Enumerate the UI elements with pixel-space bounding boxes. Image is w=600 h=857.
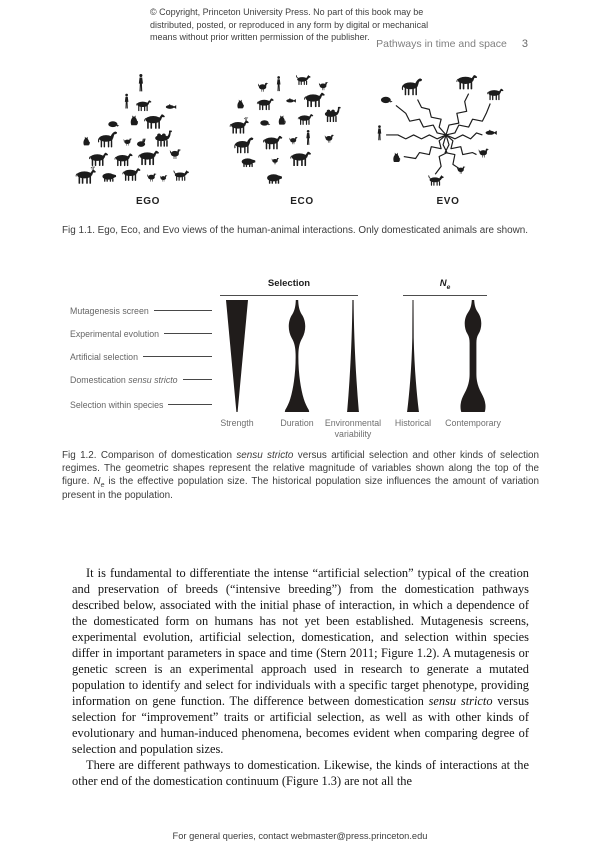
bison-icon [267, 174, 282, 183]
horse-icon [234, 137, 253, 153]
cat-icon [393, 153, 400, 162]
ne-group-header: $N_e$ [439, 278, 451, 291]
mouse-icon [381, 97, 393, 103]
selection-group-header: Selection [267, 278, 311, 289]
yak-icon [290, 152, 311, 166]
human-icon [378, 125, 382, 140]
rabbit-icon [137, 138, 146, 147]
reindeer-icon [230, 117, 249, 133]
goat-icon [136, 100, 151, 111]
human-icon [139, 74, 143, 91]
row-label-domestication [70, 374, 212, 385]
ego-group [73, 74, 223, 207]
eco-illustration [227, 74, 377, 186]
row-label-text: Experimental evolution [70, 328, 159, 339]
phylogeny-branches [386, 94, 490, 175]
chicken-icon [160, 175, 168, 181]
leader-line [143, 356, 212, 357]
hedgehog-icon [260, 120, 270, 125]
cow-icon [263, 136, 282, 149]
cow-icon [89, 153, 108, 166]
goose-icon [319, 82, 328, 90]
duck-icon [325, 135, 334, 143]
ferret-icon [83, 137, 89, 146]
violin-shape-environmental-variability [338, 300, 368, 413]
column-label-historical: Historical [394, 418, 432, 428]
figure-1-2-caption: Fig 1.2. Comparison of domestication sensu stricto versus artificial selection and other kinds of selection regimes. The geometric shapes represent the relative magnitude of variables shown along the top of the figure. $N_e$ is the effective population size. The historical population size influences the amount of variation present in the population. [62, 450, 540, 501]
pig-icon [102, 173, 116, 182]
dog-icon [174, 170, 189, 181]
column-label-strength: Strength [220, 418, 254, 428]
row-label-text: Domestication sensu stricto [70, 374, 178, 385]
buffalo-icon [144, 114, 165, 128]
ne-group-rule [403, 295, 487, 296]
donkey-icon [115, 154, 133, 167]
figure-1-2 [60, 276, 540, 441]
chicken-icon [289, 137, 298, 144]
turkey-icon [258, 83, 268, 92]
eco-group [227, 74, 377, 207]
leader-line [183, 379, 212, 380]
paragraph: There are different pathways to domestication. Likewise, the kinds of interactions at the other end of the domestication continuum (Figure 1.3) are not all the [72, 758, 529, 788]
column-label-environmental-variability: Environmental variability [324, 418, 382, 439]
horse-icon [98, 131, 117, 147]
violin-shape-strength [222, 300, 252, 413]
copyright-line: means without prior written permission of the publisher. [150, 32, 370, 42]
cow-icon [457, 75, 478, 89]
buffalo-icon [304, 93, 325, 107]
row-label-text: Mutagenesis screen [70, 305, 149, 316]
ego-illustration [73, 74, 223, 186]
camel-icon [325, 107, 341, 122]
goose-icon [147, 174, 156, 182]
ego-label: EGO [135, 196, 161, 207]
copyright-line: distributed, posted, or reproduced in any form by digital or mechanical [150, 19, 429, 30]
running-title: Pathways in time and space [376, 38, 507, 50]
row-label-selection-within-species [70, 399, 212, 410]
column-label-duration: Duration [280, 418, 314, 428]
fish-icon [486, 130, 497, 135]
leader-line [164, 333, 212, 334]
row-label-experimental-evolution [70, 328, 212, 339]
turkey-icon [170, 149, 181, 159]
row-label-text: Selection within species [70, 399, 164, 410]
leader-line [168, 404, 212, 405]
cat-icon [237, 100, 243, 109]
donkey-icon [257, 98, 274, 110]
human-icon [277, 76, 281, 91]
human-icon [125, 94, 129, 109]
human-icon [306, 130, 310, 145]
eco-label: ECO [290, 196, 314, 207]
row-label-mutagenesis-screen [70, 305, 212, 316]
selection-group-rule [220, 295, 358, 296]
column-label-contemporary: Contemporary [445, 418, 501, 428]
duck-icon [124, 138, 133, 145]
yak-icon [138, 151, 159, 165]
pig-icon [242, 158, 256, 167]
cat-icon [131, 115, 138, 125]
cat-icon [279, 115, 286, 124]
wolf-icon [428, 175, 443, 186]
row-label-artificial-selection [70, 351, 212, 362]
goat-icon [487, 89, 503, 100]
fish-icon [286, 98, 296, 103]
copyright-line: © Copyright, Princeton University Press. No part of this book may be [150, 7, 424, 17]
evo-group [373, 74, 523, 207]
fish-icon [166, 104, 176, 109]
hedgehog-icon [108, 121, 119, 127]
camel-icon [155, 130, 172, 146]
evo-illustration [373, 74, 523, 186]
boar-icon [122, 168, 140, 181]
dog-icon [296, 75, 311, 85]
horse-icon [402, 78, 422, 95]
figure-1-1-caption: Fig 1.1. Ego, Eco, and Evo views of the human-animal interactions. Only domesticated animals are shown. [62, 225, 529, 236]
reindeer-icon [76, 166, 96, 183]
violin-shape-duration [282, 300, 312, 413]
violin-shape-contemporary [458, 300, 488, 413]
violin-shape-historical [398, 300, 428, 413]
leader-line [154, 310, 212, 311]
bird-icon [272, 158, 280, 164]
page-number: 3 [521, 38, 528, 50]
paragraph: It is fundamental to differentiate the intense “artificial selection” typical of the creation and preservation of breeds (“intensive breeding”) from the domestication pathways described below, associated with the initial phase of interaction, in which a dependence of the domesticated form on humans has not yet been established. Mutagenesis screens, experimental evolution, artificial selection, domestication, and selection within species differ in important parameters in space and time (Stern 2011; Figure 1.2). A mutagenesis or genetic screen is an experimental approach used in research to generate a mutated population to identify and select for individuals with a specific target phenotype, providing information on gene function. The difference between domestication sensu stricto versus selection for “improvement” traits or artificial selection, as well as with other kinds of evolutionary and human-induced phenomena, becomes evident when comparing degree of selection and population sizes. [72, 566, 529, 756]
body-text [72, 565, 529, 789]
running-head [376, 38, 528, 50]
duck-icon [479, 149, 489, 158]
footer-contact: For general queries, contact webmaster@press.princeton.edu [172, 831, 428, 841]
goat-icon [298, 114, 313, 125]
figure-1-1 [55, 74, 550, 206]
evo-label: EVO [436, 196, 460, 207]
row-label-text: Artificial selection [70, 351, 138, 362]
